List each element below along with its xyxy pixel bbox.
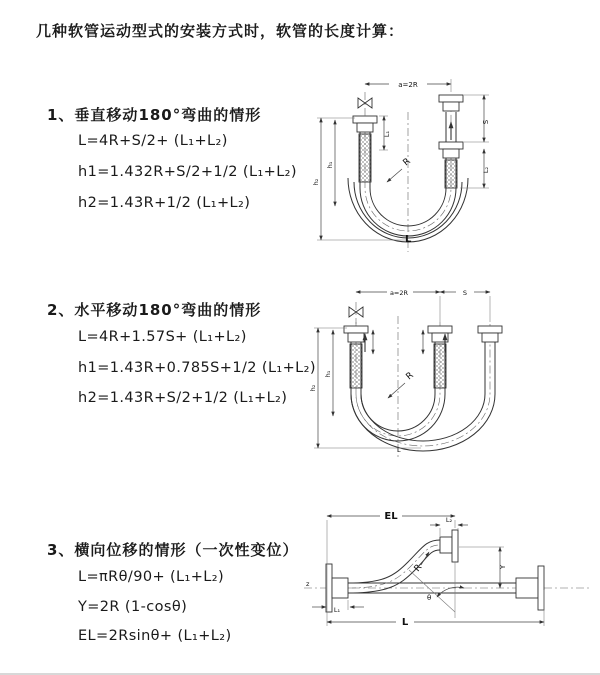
diagram-horizontal-180-bend xyxy=(303,276,595,464)
dimensions xyxy=(312,79,490,245)
valve-icon xyxy=(349,302,363,324)
section-2-heading: 2、水平移动180°弯曲的情形 xyxy=(47,301,262,319)
dim-label-a2r: a=2R xyxy=(389,289,409,297)
dim-label-r: R xyxy=(401,156,413,169)
left-fitting xyxy=(344,326,368,388)
dim-label-s: S xyxy=(482,119,490,125)
dim-label-h1: h₁ xyxy=(324,370,332,378)
dim-label-l: L xyxy=(405,234,412,245)
section-2-formula-h2: h2=1.43R+S/2+1/2 (L₁+L₂) xyxy=(78,390,288,406)
right-flange xyxy=(516,566,544,610)
dim-label-l2: L₂ xyxy=(482,166,490,174)
section-1-heading: 1、垂直移动180°弯曲的情形 xyxy=(47,106,262,124)
right-fitting-lower xyxy=(439,142,463,188)
right-fitting-upper xyxy=(439,95,463,111)
dim-label-l2: L₂ xyxy=(445,516,453,524)
section-1-formula-h2: h2=1.43R+1/2 (L₁+L₂) xyxy=(78,195,251,211)
dim-label-h2: h₂ xyxy=(312,178,320,186)
dim-label-s: S xyxy=(462,289,468,297)
section-3-formula-EL: EL=2Rsinθ+ (L₁+L₂) xyxy=(78,628,232,644)
diagram-lateral-displacement xyxy=(296,500,600,672)
left-fitting xyxy=(353,116,377,182)
left-flange xyxy=(326,564,348,612)
dim-label-el: EL xyxy=(384,511,398,522)
dimensions xyxy=(309,289,490,454)
section-2-formula-L: L=4R+1.57S+ (L₁+L₂) xyxy=(78,329,247,345)
dim-label-l1: L₁ xyxy=(333,606,341,614)
diagram-vertical-180-bend xyxy=(303,70,593,262)
dimensions xyxy=(312,511,544,628)
section-2-formula-h1: h1=1.43R+0.785S+1/2 (L₁+L₂) xyxy=(78,360,316,376)
section-3-formula-Y: Y=2R (1-cosθ) xyxy=(78,599,188,615)
axis-label-z: z xyxy=(306,580,310,588)
diagram-2-svg xyxy=(303,276,595,464)
dim-label-h2: h₂ xyxy=(309,384,317,392)
dim-label-r: R xyxy=(412,562,425,574)
angle-label-theta: θ xyxy=(427,594,432,602)
dim-label-l1: L₁ xyxy=(383,130,391,138)
diagram-1-svg xyxy=(303,70,593,262)
section-3-heading: 3、横向位移的情形（一次性变位） xyxy=(47,541,299,559)
hose-s-curve xyxy=(348,540,440,593)
dim-label-r: R xyxy=(404,370,416,383)
dim-label-h1: h₁ xyxy=(326,161,334,169)
dim-label-y: Y xyxy=(499,564,507,570)
section-1-formula-h1: h1=1.432R+S/2+1/2 (L₁+L₂) xyxy=(78,164,297,180)
section-3-formula-L: L=πRθ/90+ (L₁+L₂) xyxy=(78,569,225,585)
dim-label-l: L xyxy=(401,617,409,628)
dim-label-l: L xyxy=(397,446,401,454)
upper-flange-displaced xyxy=(440,530,458,562)
page-title: 几种软管运动型式的安装方式时，软管的长度计算： xyxy=(36,22,405,40)
diagram-3-svg xyxy=(296,500,600,672)
dim-label-a2r: a=2R xyxy=(398,81,418,89)
right-fitting xyxy=(478,326,502,342)
middle-fitting xyxy=(428,326,452,388)
section-1-formula-L: L=4R+S/2+ (L₁+L₂) xyxy=(78,133,228,149)
valve-icon xyxy=(358,92,372,116)
